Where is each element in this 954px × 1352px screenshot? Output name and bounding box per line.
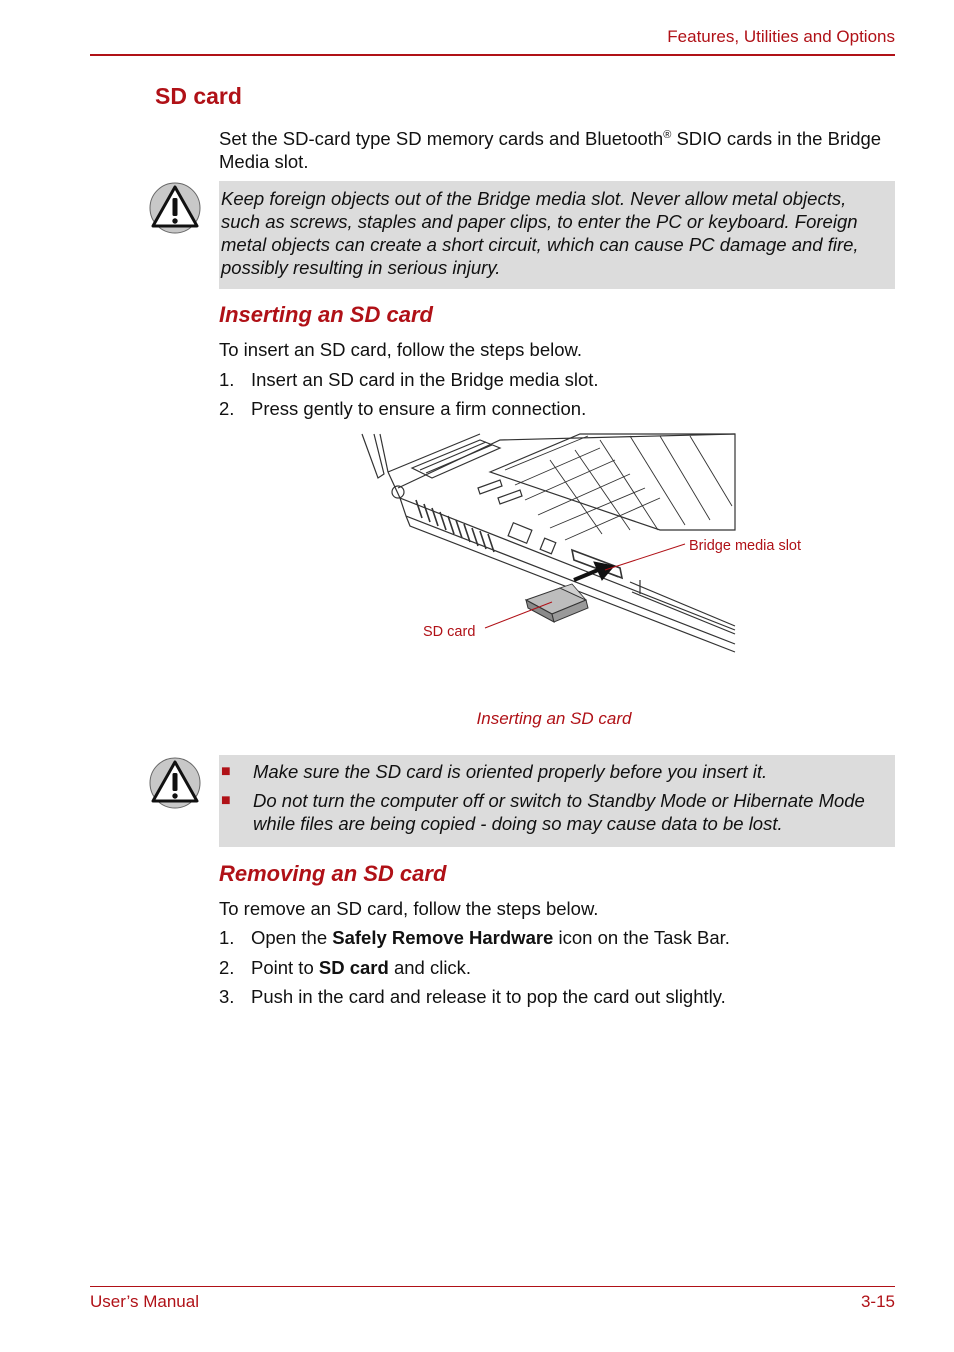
caution-box-foreign-objects bbox=[219, 181, 895, 289]
list-item: 1. Open the Safely Remove Hardware icon on the Task Bar. bbox=[219, 927, 730, 948]
caution-triangle-icon bbox=[149, 182, 201, 234]
subsection-title-removing: Removing an SD card bbox=[219, 861, 447, 886]
page-number: 3-15 bbox=[860, 1292, 895, 1311]
list-item: 1. Insert an SD card in the Bridge media slot. bbox=[219, 369, 599, 390]
list-item: 3. Push in the card and release it to pop the card out slightly. bbox=[219, 986, 726, 1007]
footer-manual-title: User’s Manual bbox=[90, 1292, 199, 1311]
removing-intro: To remove an SD card, follow the steps below. bbox=[219, 898, 599, 919]
footer-rule bbox=[90, 1286, 895, 1287]
caution-box-orientation bbox=[219, 755, 895, 847]
list-item: 2. Press gently to ensure a firm connection. bbox=[219, 398, 587, 419]
running-header: Features, Utilities and Options bbox=[667, 27, 895, 46]
section-title: SD card bbox=[155, 83, 242, 109]
callout-sd-card: SD card bbox=[423, 624, 476, 640]
figure-caption: Inserting an SD card bbox=[476, 709, 632, 728]
header-rule bbox=[90, 54, 895, 56]
list-item: ■ Make sure the SD card is oriented properly before you insert it. bbox=[221, 761, 768, 782]
inserting-intro: To insert an SD card, follow the steps below. bbox=[219, 339, 582, 360]
caution-triangle-icon bbox=[149, 757, 201, 809]
list-item: ■ Do not turn the computer off or switch to Standby Mode or Hibernate Mode while files are being copied - doing so may cause data to be lost. bbox=[221, 790, 865, 834]
caution-text: Keep foreign objects out of the Bridge media slot. Never allow metal objects, such as screws, staples and paper clips, to enter the PC or keyboard. Foreign metal objects can create a short circuit, which can cause PC damage and fire, possibly resulting in serious injury. bbox=[221, 188, 859, 278]
section-intro: Set the SD-card type SD memory cards and Bluetooth® SDIO cards in the Bridge Media slot. bbox=[219, 128, 882, 173]
square-bullet-icon: ■ bbox=[221, 792, 231, 809]
callout-bridge-media-slot: Bridge media slot bbox=[689, 538, 802, 554]
subsection-title-inserting: Inserting an SD card bbox=[219, 302, 433, 327]
square-bullet-icon: ■ bbox=[221, 763, 231, 780]
list-item: 2. Point to SD card and click. bbox=[219, 957, 472, 978]
